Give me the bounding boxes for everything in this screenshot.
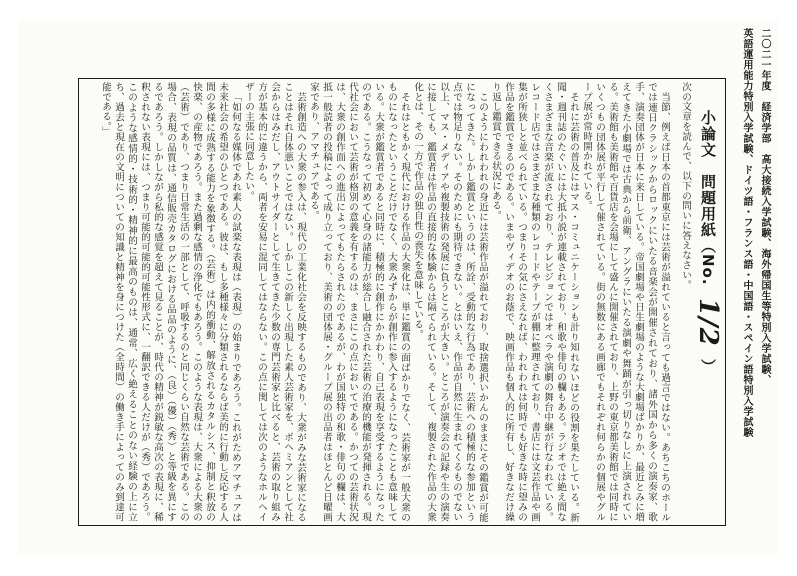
paragraph: このようにわれわれの身近には芸術作品が溢れており、取捨選択いかんのままにその鑑賞が可能になってきた。しかし鑑賞というのは、所詮、受動的な行為であり、芸術への積極的な参加という点では物足りない。そのためにも期待できない。とはいえ、作品が自然に生まれてくるものでない以上、マス・メディアや複製技術の発展に負うところが大きい。ところが演奏会の記録や生の演奏に接しても、鑑賞者は作品の直接的な体験からは隔てられている。そして、複製された作品の大衆化とは、その一方で作品の独自性の喪失を意味している。: [412, 82, 488, 522]
page-number: 1/2: [693, 297, 723, 347]
exam-page: [18, 20, 778, 555]
exam-header-line1: 二〇二一年度 経済学部 高大接続入学試験、海外帰国生等特別入学試験、: [759, 28, 770, 385]
title-label: 小論文 問題用紙（No.: [699, 110, 717, 286]
exam-header-line2: 英語運用能力特別入学試験、ドイツ語・フランス語・中国語・スペイン語特別入学試験: [741, 28, 752, 438]
paragraph: 当節、例えば日本の首都東京には芸術が溢れていると言っても過言ではない。あちこちのホールでは連日クラシックからロックにいたる音楽会が開催されており、諸外国から多くの演奏家、歌手、演奏団体が日本に来日している。帝国劇場や日生劇場のような大劇場ばかりか、最近とみに増えてきた小劇場では古典から前衛、アングラにいたる演劇や舞踊が引っ切りなしに上演されている。美術館も美術館や百貨店を会場にして盛んに開催されており、上野の東京都美術館では同時にいくつもの団体展が平行して催されている。街の無数にある画廊でもそれぞれ何らかの個展やグループ展が常時開かれている。: [581, 82, 670, 522]
paragraph: それに芸術の普及にはマス・コミュニケーションも計り知れないほどの役割を果たしている。新聞・週刊誌のたぐいには大抵小説が連載されており、和歌や俳句の欄もある。ラジオでは絶え間なくさまざまな音楽が流されており、テレビジョンではオペラや演劇の舞台中継が行なわれている。レコード店ではさまざまな種類のレコードやテープが棚に整理されており、書店には文芸作品や画集が所狭しと並べられている。つまりその気にさえなれば、われわれは何時でも好きな時に望みの作品を鑑賞できるのである。いまやヴィデオのお蔭で、映画作品も個人的に所有し、好きなだけ繰り返し鑑賞できる状況にある。: [490, 82, 579, 522]
title-close: ）: [699, 358, 717, 375]
passage-body: [86, 82, 692, 522]
paragraph: それはともかく現代における作品の大衆化は、単に鑑賞の面ばかりでなく、芸術家が一般大衆のものになったということだけでなく、大衆みずからが創作に参入するようになったことも意味している。大衆が鑑賞者であると同時に、積極的に創作にかかわり、自己表現を享受するようになったのである。こうなって初めて心身の諸能力が総合し融合された芸術の治療的機能が発揮される。現代社会において芸術が格別の意義を有するのは、まさにこの点においてである。かつての芸術状況は、大衆の創作面への進出によってもたらされたのであるが、わが国独特の和歌・俳句の欄は、大抵一般読者の投稿によって成り立っており、美術の団体展・グループ展の出品者はほとんど日曜画家であり、アマチュアである。: [308, 82, 410, 522]
instruction-text: 次の文章を読んで、以下の問いに答えなさい。: [680, 82, 691, 290]
quoted-paragraph: 「如何なる媒体であれ素人の試楽な表現は（表現）の始まりであろう。これがためアマチュアは未来社会の希望のひとつである。彼は、もし多種様々に分類されるならば美的に行動し反応する人間の多様に成熟する能力を象徴する。（芸術）は内的衝動、解放されるカタルシス、抑制と釈放の快楽、の産物であろう。また過剰な感情の浄化でもあろう。このような表現は、大衆による大衆の（芸術）であり、つまり日常生活の一部として、呼吸するのと同じくらい自然な芸術である。この場合、表現の品質は、通信販売カタログにおける品品のように、（良）（優）（秀）と等級を異にするであろう。しかしながら私的な感覚を超えて見ることが、時代の精神が鋭敏な高次の表現に、稀釈されない表現には、つまり可能的可能的可能性形式に、一翻訳できる人だけが（秀）であろう。このような感情的・技術的・精神的に最高のものは、通常、広く絶えることのない経験の上に立ち、過去と現在の文明についての知識と精神を身につけた（全時間）の働き手によってのみ到達可能である。」: [100, 82, 241, 522]
paragraph: 芸術創造への大衆の参入は、現代の工業化社会を反映するものであり、大衆がみな芸術家になることはそれ自体悪いことではない。しかしこの新しく出現した素人芸術家を、ボヘミアンとして社会からはみだし、アウトサイダーとして生きてきた少数の専門芸術家と比べると、芸術の取り組み方が基本的に違うから、両者を安易に混同してはならない。この点に関しては次のようなホルヘイザーの主張に同意したい。: [243, 82, 306, 522]
